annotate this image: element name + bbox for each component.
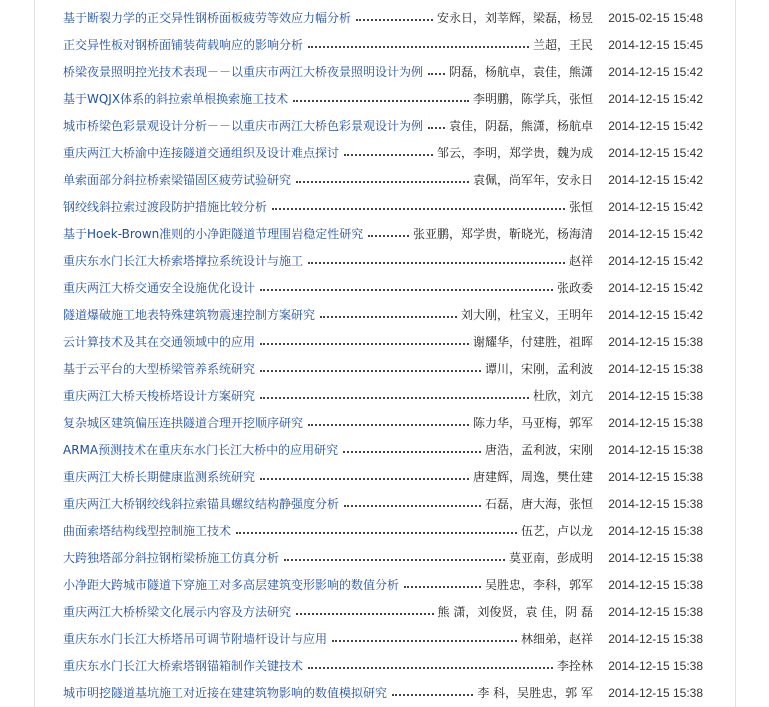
dotted-leader (308, 46, 529, 48)
article-title-link[interactable]: 重庆两江大桥长期健康监测系统研究 (63, 470, 256, 484)
article-title-link[interactable]: 重庆东水门长江大桥索塔钢锚箱制作关键技术 (63, 659, 304, 673)
article-title-link[interactable]: 桥梁夜景照明控光技术表现－－以重庆市两江大桥夜景照明设计为例 (63, 65, 424, 79)
article-date: 2014-12-15 15:38 (608, 523, 703, 538)
dotted-leader (344, 154, 433, 156)
list-item (63, 517, 703, 544)
article-title-link[interactable]: 城市明挖隧道基坑施工对近接在建建筑物影响的数值模拟研究 (63, 686, 388, 700)
article-date: 2014-12-15 15:42 (608, 280, 703, 295)
dotted-leader (308, 424, 469, 426)
article-authors: 李明鹏，陈学兵，张恒 (472, 92, 593, 106)
article-date: 2014-12-15 15:38 (608, 388, 703, 403)
article-title-link[interactable]: 隧道爆破施工地表特殊建筑物震速控制方案研究 (63, 308, 316, 322)
dotted-leader (272, 208, 565, 210)
dotted-leader (428, 127, 445, 129)
article-title-link[interactable]: 重庆两江大桥钢绞线斜拉索锚具螺纹结构静强度分析 (63, 497, 340, 511)
dotted-leader (343, 451, 481, 453)
article-title-link[interactable]: 大跨独塔部分斜拉钢桁梁桥施工仿真分析 (63, 551, 280, 565)
list-item (63, 112, 703, 139)
article-title-link[interactable]: 单索面部分斜拉桥索梁锚固区疲劳试验研究 (63, 173, 292, 187)
list-item (63, 355, 703, 382)
dotted-leader (344, 505, 481, 507)
article-list (63, 4, 703, 706)
article-authors: 杜欣，刘亢 (532, 389, 593, 403)
article-date: 2014-12-15 15:42 (608, 145, 703, 160)
dotted-leader (404, 586, 481, 588)
dotted-leader (260, 289, 553, 291)
list-item (63, 31, 703, 58)
article-authors: 袁佩，尚军年，安永日 (472, 173, 593, 187)
article-date: 2014-12-15 15:38 (608, 415, 703, 430)
article-date: 2014-12-15 15:38 (608, 658, 703, 673)
list-item (63, 4, 703, 31)
dotted-leader (236, 532, 517, 534)
article-date: 2014-12-15 15:38 (608, 631, 703, 646)
article-date: 2014-12-15 15:42 (608, 253, 703, 268)
dotted-leader (332, 640, 517, 642)
dotted-leader (260, 370, 481, 372)
article-title-link[interactable]: 正交异性板对钢桥面铺装荷载响应的影响分析 (63, 38, 304, 52)
article-title-link[interactable]: 基于WQJX体系的斜拉索单根换索施工技术 (63, 92, 289, 106)
dotted-leader (296, 181, 469, 183)
list-item (63, 247, 703, 274)
article-title-link[interactable]: 基于Hoek-Brown准则的小净距隧道节理围岩稳定性研究 (63, 227, 364, 241)
list-item (63, 490, 703, 517)
article-date: 2014-12-15 15:42 (608, 172, 703, 187)
article-authors: 张亚鹏，郑学贵，靳晓光，杨海清 (412, 227, 593, 241)
list-item (63, 436, 703, 463)
article-title-link[interactable]: 重庆两江大桥桥梁文化展示内容及方法研究 (63, 605, 292, 619)
article-title-link[interactable]: 重庆两江大桥渝中连接隧道交通组织及设计难点探讨 (63, 146, 340, 160)
list-item (63, 328, 703, 355)
list-item (63, 652, 703, 679)
dotted-leader (293, 100, 469, 102)
list-item (63, 301, 703, 328)
article-title-link[interactable]: 曲面索塔结构线型控制施工技术 (63, 524, 232, 538)
article-date: 2014-12-15 15:38 (608, 469, 703, 484)
article-authors: 谢耀华，付建胜，祖晖 (472, 335, 593, 349)
article-date: 2014-12-15 15:42 (608, 199, 703, 214)
article-title-link[interactable]: 小净距大跨城市隧道下穿施工对多高层建筑变形影响的数值分析 (63, 578, 400, 592)
dotted-leader (296, 613, 434, 615)
article-title-link[interactable]: 云计算技术及其在交通领域中的应用 (63, 335, 256, 349)
article-date: 2014-12-15 15:42 (608, 307, 703, 322)
article-authors: 石磊，唐大海，张恒 (484, 497, 593, 511)
article-authors: 赵祥 (568, 254, 593, 268)
list-item (63, 193, 703, 220)
article-authors: 张恒 (568, 200, 593, 214)
article-authors: 安永日，刘莘辉，梁磊，杨昱 (436, 11, 593, 25)
list-item (63, 571, 703, 598)
article-title-link[interactable]: 基于云平台的大型桥梁管养系统研究 (63, 362, 256, 376)
article-list-panel (34, 0, 736, 707)
article-authors: 伍艺，卢以龙 (520, 524, 593, 538)
list-item (63, 274, 703, 301)
list-item (63, 382, 703, 409)
article-date: 2014-12-15 15:38 (608, 334, 703, 349)
dotted-leader (428, 73, 445, 75)
dotted-leader (308, 667, 553, 669)
article-date: 2014-12-15 15:45 (608, 37, 703, 52)
list-item (63, 679, 703, 706)
dotted-leader (356, 19, 433, 21)
dotted-leader (392, 694, 473, 696)
article-title-link[interactable]: 钢绞线斜拉索过渡段防护措施比较分析 (63, 200, 268, 214)
list-item (63, 166, 703, 193)
list-item (63, 58, 703, 85)
article-date: 2014-12-15 15:42 (608, 226, 703, 241)
article-authors: 陈力华，马亚梅，郭军 (472, 416, 593, 430)
article-date: 2014-12-15 15:38 (608, 685, 703, 700)
article-authors: 阴磊，杨航卓，袁佳，熊潇 (448, 65, 593, 79)
article-title-link[interactable]: 重庆两江大桥天梭桥塔设计方案研究 (63, 389, 256, 403)
dotted-leader (260, 397, 529, 399)
list-item (63, 625, 703, 652)
list-item (63, 463, 703, 490)
article-authors: 唐浩，孟利波，宋刚 (484, 443, 593, 457)
article-authors: 李拴林 (556, 659, 593, 673)
dotted-leader (368, 235, 409, 237)
list-item (63, 598, 703, 625)
article-authors: 唐建辉，周逸，樊仕建 (472, 470, 593, 484)
article-date: 2014-12-15 15:42 (608, 64, 703, 79)
article-title-link[interactable]: 重庆东水门长江大桥索塔撑拉系统设计与施工 (63, 254, 304, 268)
article-date: 2014-12-15 15:38 (608, 442, 703, 457)
list-item (63, 220, 703, 247)
list-item (63, 139, 703, 166)
article-authors: 兰超，王民 (532, 38, 593, 52)
article-authors: 谭川，宋刚，孟利波 (484, 362, 593, 376)
article-authors: 莫亚南，彭成明 (508, 551, 593, 565)
article-title-link[interactable]: 基于断裂力学的正交异性钢桥面板疲劳等效应力幅分析 (63, 11, 352, 25)
article-date: 2015-02-15 15:48 (608, 10, 703, 25)
article-authors: 刘大刚，杜宝义，王明年 (460, 308, 593, 322)
list-item (63, 85, 703, 112)
article-authors: 林细弟，赵祥 (520, 632, 593, 646)
article-authors: 吴胜忠，李科，郭军 (484, 578, 593, 592)
article-date: 2014-12-15 15:42 (608, 118, 703, 133)
article-date: 2014-12-15 15:38 (608, 496, 703, 511)
article-title-link[interactable]: 重庆东水门长江大桥塔吊可调节附墙杆设计与应用 (63, 632, 328, 646)
article-date: 2014-12-15 15:42 (608, 91, 703, 106)
article-authors: 熊 潇，刘俊贤，袁 佳，阴 磊 (437, 605, 593, 619)
dotted-leader (284, 559, 505, 561)
dotted-leader (260, 478, 469, 480)
dotted-leader (308, 262, 565, 264)
dotted-leader (320, 316, 457, 318)
article-title-link[interactable]: 复杂城区建筑偏压连拱隧道合理开挖顺序研究 (63, 416, 304, 430)
article-date: 2014-12-15 15:38 (608, 604, 703, 619)
article-title-link[interactable]: 重庆两江大桥交通安全设施优化设计 (63, 281, 256, 295)
article-authors: 袁佳，阴磊，熊潇，杨航卓 (448, 119, 593, 133)
dotted-leader (260, 343, 469, 345)
article-date: 2014-12-15 15:38 (608, 361, 703, 376)
article-authors: 邹云，李明，郑学贵，魏为成 (436, 146, 593, 160)
article-date: 2014-12-15 15:38 (608, 577, 703, 592)
list-item (63, 544, 703, 571)
article-authors: 李 科，吴胜忠，郭 军 (477, 686, 593, 700)
article-title-link[interactable]: ARMA预测技术在重庆东水门长江大桥中的应用研究 (63, 443, 339, 457)
article-title-link[interactable]: 城市桥梁色彩景观设计分析－－以重庆市两江大桥色彩景观设计为例 (63, 119, 424, 133)
list-item (63, 409, 703, 436)
article-date: 2014-12-15 15:38 (608, 550, 703, 565)
article-authors: 张政委 (556, 281, 593, 295)
